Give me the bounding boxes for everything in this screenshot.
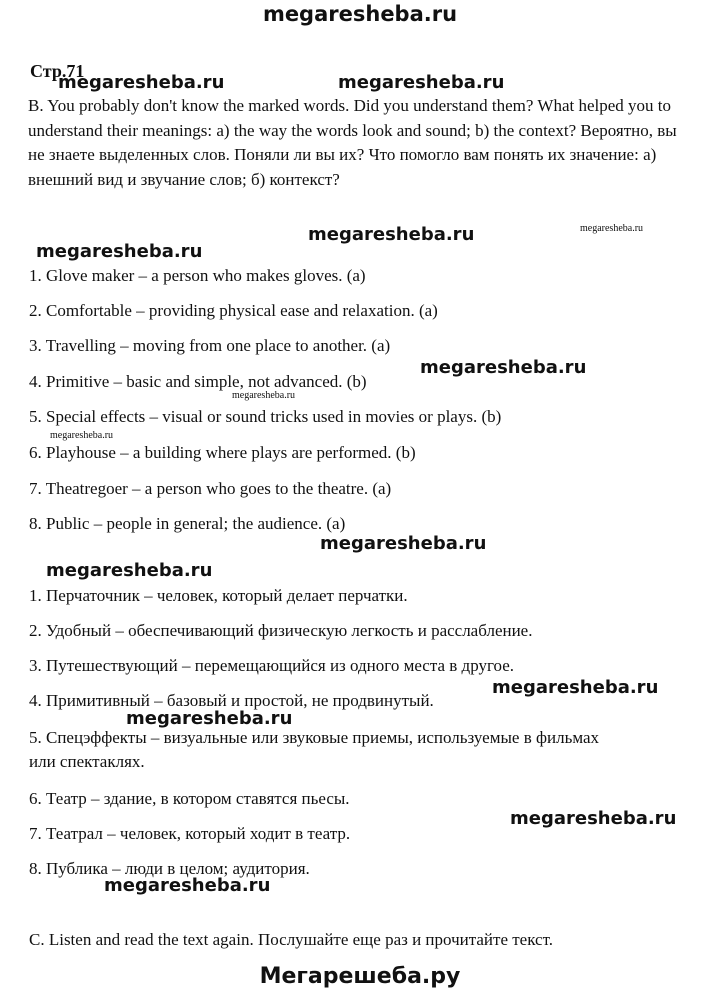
page-label: Стр.71	[30, 61, 85, 81]
watermark: megaresheba.ru	[58, 72, 225, 93]
watermark: megaresheba.ru	[104, 875, 271, 896]
watermark: megaresheba.ru	[232, 390, 296, 401]
english-item-5: 5. Special effects – visual or sound tricks used in movies or plays. (b)	[29, 407, 502, 426]
english-item-1: 1. Glove maker – a person who makes gloves. (a)	[29, 266, 366, 285]
russian-item-2: 2. Удобный – обеспечивающий физическую легкость и расслабление.	[29, 621, 533, 640]
russian-item-8: 8. Публика – люди в целом; аудитория.	[29, 859, 310, 878]
site-footer: Мегарешеба.ру	[259, 964, 461, 989]
watermark: megaresheba.ru	[580, 223, 644, 234]
english-item-8: 8. Public – people in general; the audience. (a)	[29, 514, 346, 533]
watermark: megaresheba.ru	[420, 357, 587, 378]
english-item-4: 4. Primitive – basic and simple, not advanced. (b)	[29, 372, 367, 391]
watermark: megaresheba.ru	[308, 224, 475, 245]
task-c: C. Listen and read the text again. Послушайте еще раз и прочитайте текст.	[29, 930, 553, 949]
russian-item-6: 6. Театр – здание, в котором ставятся пьесы.	[29, 789, 350, 808]
watermark: megaresheba.ru	[338, 72, 505, 93]
watermark: megaresheba.ru	[46, 560, 213, 581]
watermark: megaresheba.ru	[50, 430, 114, 441]
russian-item-5: 5. Спецэффекты – визуальные или звуковые приемы, используемые в фильмах или спектаклях.	[29, 728, 600, 771]
russian-item-7: 7. Театрал – человек, который ходит в театр.	[29, 824, 351, 843]
watermark: megaresheba.ru	[126, 708, 293, 729]
watermark: megaresheba.ru	[36, 241, 203, 262]
english-item-2: 2. Comfortable – providing physical ease and relaxation. (a)	[29, 301, 438, 320]
task-b-intro: B. You probably don't know the marked words. Did you understand them? What helped you to understand their meanings: a) the way the words look and sound; b) the context? Вероятно, вы не знаете выделенных слов. Поняли ли вы их? Что помогло вам понять их значение: а) внешний вид и звучание слов; б) контекст?	[28, 96, 677, 189]
english-item-7: 7. Theatregoer – a person who goes to the theatre. (a)	[29, 479, 392, 498]
english-item-6: 6. Playhouse – a building where plays are performed. (b)	[29, 443, 416, 462]
watermark: megaresheba.ru	[492, 677, 659, 698]
russian-item-3: 3. Путешествующий – перемещающийся из одного места в другое.	[29, 656, 515, 675]
english-item-3: 3. Travelling – moving from one place to another. (a)	[29, 336, 391, 355]
site-header: megaresheba.ru	[262, 2, 458, 26]
watermark: megaresheba.ru	[320, 533, 487, 554]
russian-item-4: 4. Примитивный – базовый и простой, не продвинутый.	[29, 691, 434, 710]
watermark: megaresheba.ru	[510, 808, 677, 829]
russian-item-1: 1. Перчаточник – человек, который делает перчатки.	[29, 586, 408, 605]
